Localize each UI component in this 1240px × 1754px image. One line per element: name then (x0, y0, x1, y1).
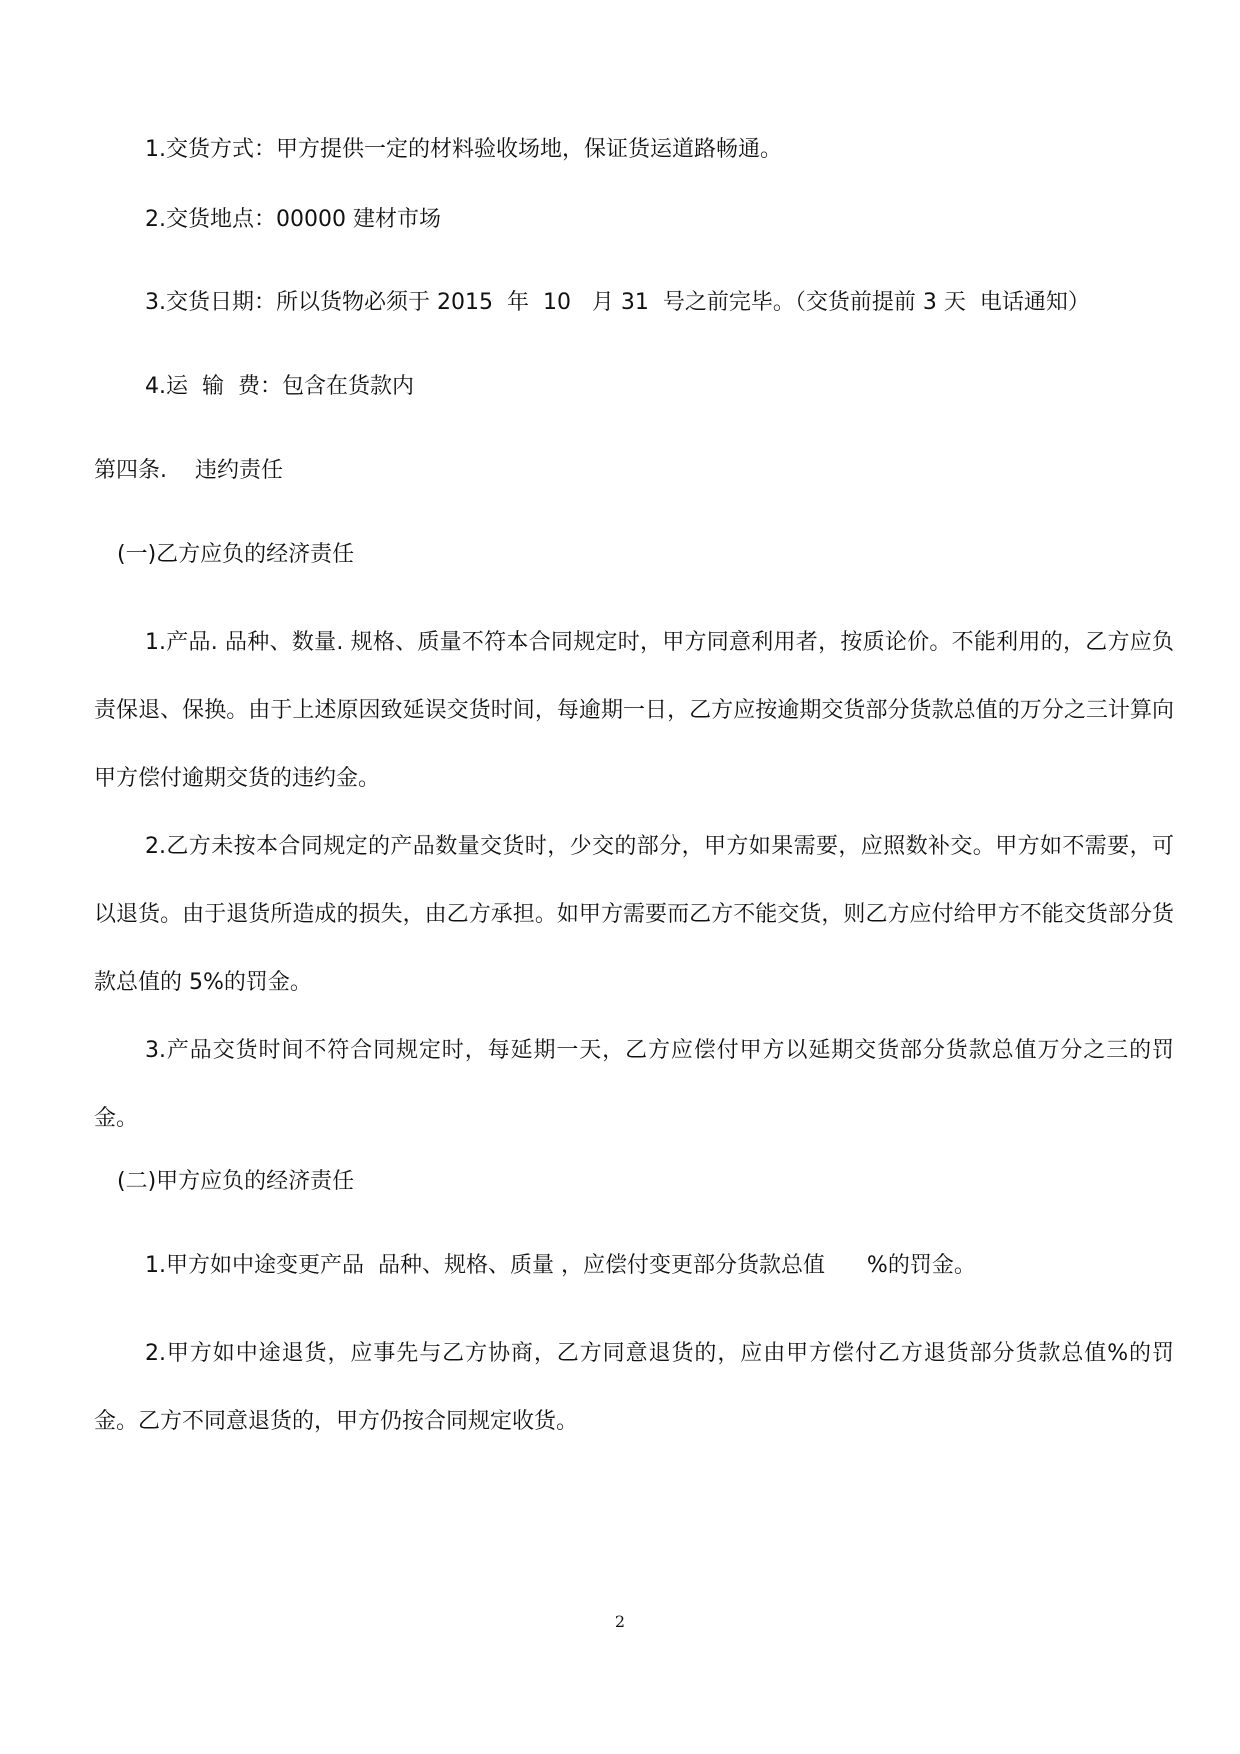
party-b-clause-2: 2.乙方未按本合同规定的产品数量交货时，少交的部分，甲方如果需要，应照数补交。甲方如不需要，可以退货。由于退货所造成的损失，由乙方承担。如甲方需要而乙方不能交货，则乙方应付给甲方不能交货部分货款总值的 5%的罚金。 (94, 834, 1174, 995)
party-a-liability-heading: (二)甲方应负的经济责任 (117, 1169, 355, 1194)
article-four-heading: 第四条. 违约责任 (94, 458, 283, 483)
party-b-clause-1: 1.产品. 品种、数量. 规格、质量不符本合同规定时，甲方同意利用者，按质论价。不能利用的，乙方应负责保退、保换。由于上述原因致延误交货时间，每逾期一日，乙方应按逾期交货部分货款总值的万分之三计算向甲方偿付逾期交货的违约金。 (94, 630, 1174, 791)
delivery-location-clause: 2.交货地点：00000 建材市场 (145, 207, 441, 232)
page-number: 2 (614, 1612, 626, 1631)
party-b-liability-heading: (一)乙方应负的经济责任 (117, 542, 355, 567)
party-a-clause-1: 1.甲方如中途变更产品 品种、规格、质量 ，应偿付变更部分货款总值 %的罚金。 (145, 1253, 976, 1278)
party-a-clause-2: 2.甲方如中途退货，应事先与乙方协商，乙方同意退货的，应由甲方偿付乙方退货部分货款总值%的罚金。乙方不同意退货的，甲方仍按合同规定收货。 (94, 1341, 1174, 1434)
party-b-clause-3: 3.产品交货时间不符合同规定时，每延期一天，乙方应偿付甲方以延期交货部分货款总值万分之三的罚金。 (94, 1038, 1174, 1131)
transport-fee-clause: 4.运 输 费：包含在货款内 (145, 374, 414, 399)
delivery-date-clause: 3.交货日期：所以货物必须于 2015 年 10 月 31 号之前完毕。（交货前提前 3 天 电话通知） (145, 290, 1090, 315)
delivery-method-clause: 1.交货方式：甲方提供一定的材料验收场地，保证货运道路畅通。 (145, 137, 782, 162)
